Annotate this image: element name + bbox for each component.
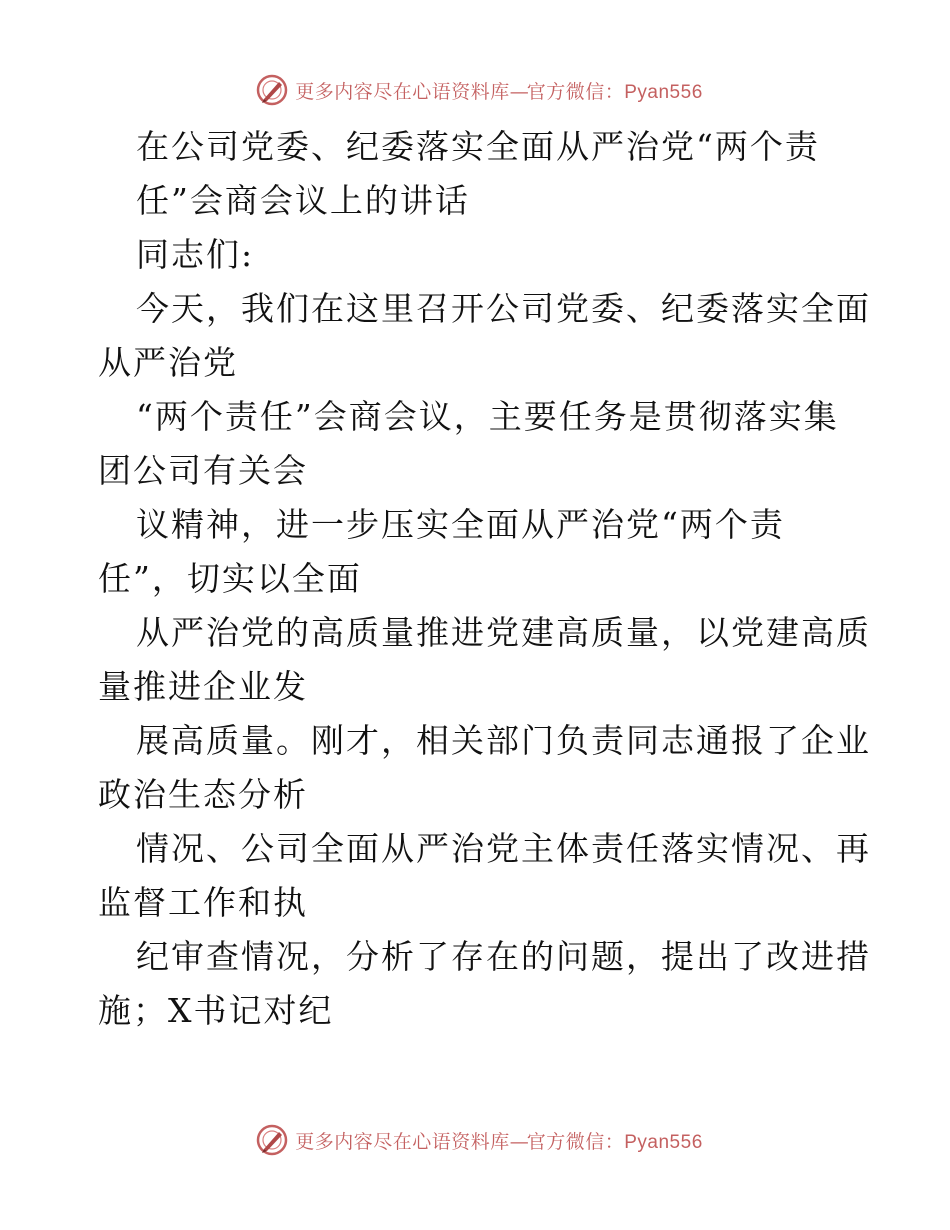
text-line: 在公司党委、纪委落实全面从严治党“两个责 [136, 127, 820, 166]
text-line: 团公司有关会 [98, 451, 308, 490]
banner-main-text: 更多内容尽在心语资料库 [295, 1130, 510, 1153]
header-banner [0, 70, 950, 110]
text-line: 今天，我们在这里召开公司党委、纪委落实全面 [136, 289, 871, 328]
text-line: 施；X书记对纪 [98, 991, 334, 1030]
pen-logo-icon [255, 73, 289, 107]
banner-secondary-text: 官方微信： [526, 80, 625, 103]
footer-banner [0, 1120, 950, 1160]
text-line: 情况、公司全面从严治党主体责任落实情况、再 [136, 829, 871, 868]
banner-group [255, 1123, 703, 1157]
banner-id-text: Pyan556 [624, 1131, 703, 1153]
text-line: 展高质量。刚才，相关部门负责同志通报了企业 [136, 721, 871, 760]
banner-id-text: Pyan556 [624, 81, 703, 103]
text-line: 议精神，进一步压实全面从严治党“两个责 [136, 505, 785, 544]
banner-dash: — [509, 80, 527, 103]
banner-text [295, 1127, 703, 1154]
text-line: 从严治党的高质量推进党建高质量，以党建高质 [136, 613, 871, 652]
text-line: 任”，切实以全面 [98, 559, 362, 598]
document-body [98, 120, 871, 1038]
banner-main-text: 更多内容尽在心语资料库 [295, 80, 510, 103]
banner-dash: — [509, 1130, 527, 1153]
text-line: 监督工作和执 [98, 883, 308, 922]
text-line: 政治生态分析 [98, 775, 308, 814]
banner-group [255, 73, 703, 107]
text-line: 同志们: [136, 235, 255, 274]
text-line: “两个责任”会商会议，主要任务是贯彻落实集 [136, 397, 839, 436]
banner-text [295, 77, 703, 104]
text-line: 从严治党 [98, 343, 238, 382]
text-line: 纪审查情况，分析了存在的问题，提出了改进措 [136, 937, 871, 976]
text-line: 量推进企业发 [98, 667, 308, 706]
text-line: 任”会商会议上的讲话 [136, 181, 470, 220]
banner-secondary-text: 官方微信： [526, 1130, 625, 1153]
pen-logo-icon [255, 1123, 289, 1157]
